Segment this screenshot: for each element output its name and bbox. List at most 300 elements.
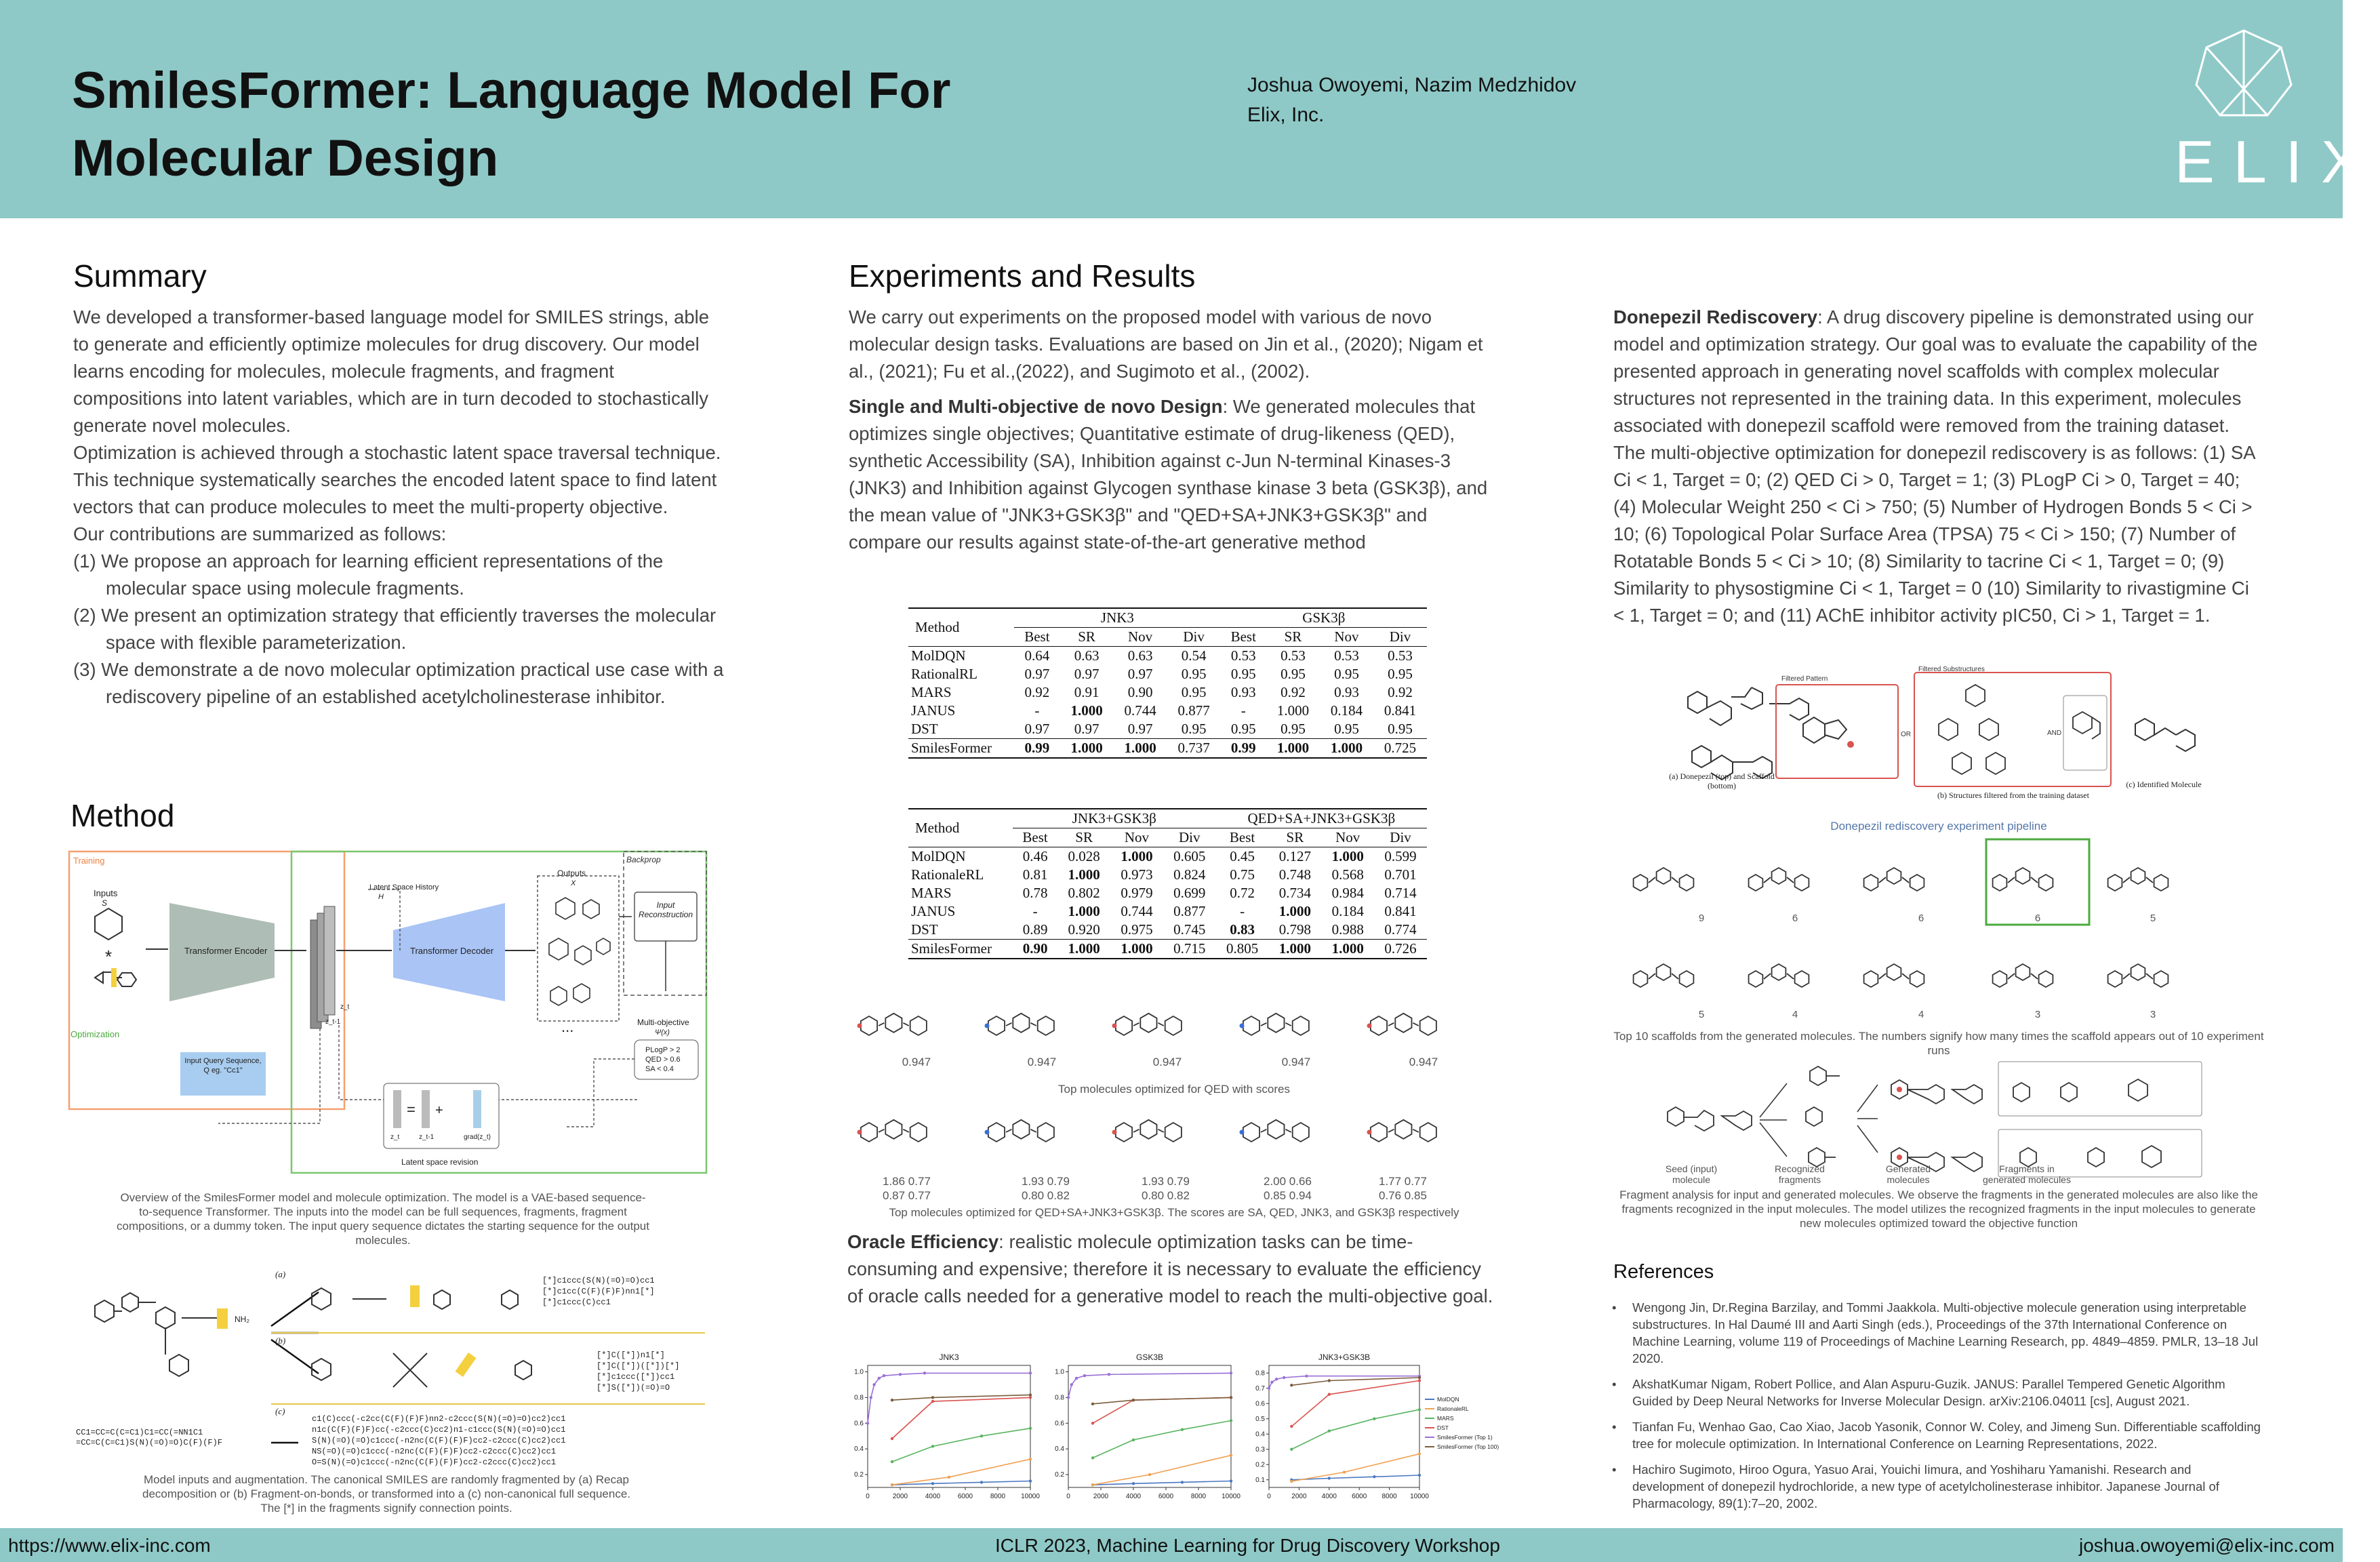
y-tick-label: 0.4 xyxy=(854,1445,864,1454)
reconstruction-label: Input Reconstruction xyxy=(638,900,693,919)
data-point xyxy=(1091,1422,1094,1424)
poster-header xyxy=(0,0,2380,218)
table-value-cell: 1.000 xyxy=(1331,848,1364,864)
table-value-cell: 1.000 xyxy=(1321,940,1374,959)
table-value-cell: 0.95 xyxy=(1230,721,1256,737)
output-molecule-icon xyxy=(556,898,599,919)
table-value-cell: 0.72 xyxy=(1230,885,1255,901)
fragment-label: Seed (input) molecule xyxy=(1665,1163,1718,1185)
data-point xyxy=(1290,1425,1293,1428)
y-tick-label: 0.2 xyxy=(1055,1471,1064,1479)
multi-objective-molecule-icon xyxy=(861,1120,927,1142)
table-value-cell: 0.90 xyxy=(1013,940,1057,959)
smiles-text: [*]C([*])([*])[*] xyxy=(597,1361,680,1371)
table-value-cell: 1.000 xyxy=(1266,739,1320,759)
data-point xyxy=(872,1383,875,1386)
optimization-label: Optimization xyxy=(70,1029,120,1039)
table-value-cell: 0.97 xyxy=(1024,666,1050,682)
y-tick-label: 0.8 xyxy=(1055,1394,1064,1402)
data-point xyxy=(1418,1376,1421,1379)
encoder-label: Transformer Encoder xyxy=(184,946,268,956)
scaffold-caption: Top 10 scaffolds from the generated molecules. The numbers signify how many times the scaffold appears out of 10 experiment runs xyxy=(1613,1030,2264,1057)
filtered-substructures-label: Filtered Substructures xyxy=(1918,666,1985,673)
figure-caption-b: (b) Structures filtered from the training dataset xyxy=(1937,790,2089,800)
fragment-label: Fragments in generated molecules xyxy=(1983,1163,2071,1185)
x-tick-label: 4000 xyxy=(1321,1493,1337,1500)
figure-caption-a: (a) Donepezil (top) and Scaffold (bottom) xyxy=(1669,772,1775,790)
aug-label-c: (c) xyxy=(275,1406,285,1416)
table-row xyxy=(908,683,1427,702)
data-point xyxy=(1283,1376,1285,1379)
table-value-cell: - xyxy=(1241,702,1246,719)
data-point xyxy=(1029,1371,1032,1374)
recognized-fragment-icon xyxy=(1810,1066,1840,1085)
table-value-cell: 0.184 xyxy=(1330,702,1363,719)
x-tick-label: 0 xyxy=(1267,1493,1271,1500)
table-value-cell: 0.91 xyxy=(1074,684,1100,700)
smiles-text: O=S(N)(=O)c1ccc(-n2nc(C(F)(F)F)cc2-c2ccc(C)cc2)cc1 xyxy=(312,1458,557,1467)
y-tick-label: 0.4 xyxy=(1255,1430,1265,1439)
fragment-caption: Fragment analysis for input and generated molecules. We observe the fragments in the generated molecules are also like the fragments recognized in the input molecules. The model utilizes the recognized fragments in the input molecules to generate new molecules optimized toward the objective function xyxy=(1619,1188,2258,1230)
table-method-cell: JANUS xyxy=(911,903,956,919)
table-value-cell: 0.745 xyxy=(1173,921,1206,938)
multiobjective-symbol: Ψ(x) xyxy=(655,1028,670,1037)
table-value-cell: 0.81 xyxy=(1022,866,1048,883)
data-point xyxy=(980,1481,983,1483)
data-point xyxy=(931,1396,934,1399)
output-molecule-icon xyxy=(549,938,610,965)
y-tick-label: 0.1 xyxy=(1255,1476,1265,1484)
scaffold-molecule-icon xyxy=(1634,964,1694,987)
table-value-cell: 0.97 xyxy=(1074,721,1100,737)
qed-score-row xyxy=(849,1055,1499,1075)
website-link[interactable]: https://www.elix-inc.com xyxy=(8,1535,211,1556)
table-header-group: GSK3β xyxy=(1221,608,1427,628)
table-method-cell: MARS xyxy=(911,885,952,901)
table-value-cell: 0.93 xyxy=(1334,684,1359,700)
table-method-cell: DST xyxy=(911,921,938,938)
table-value-cell: 0.568 xyxy=(1331,866,1364,883)
x-tick-label: 10000 xyxy=(1222,1493,1241,1500)
data-point xyxy=(1108,1373,1110,1376)
table-row xyxy=(908,720,1427,739)
multi-score-line: 0.80 0.82 xyxy=(1022,1189,1070,1202)
reference-item: • AkshatKumar Nigam, Robert Pollice, and Alan Aspuru-Guzik. JANUS: Parallel Tempered Genetic Algorithm Guided by Deep Neural Networks for Inverse Molecular Design. arXiv:2106.04011 [cs], August 2021. xyxy=(1612,1376,2263,1409)
data-point xyxy=(1083,1374,1086,1377)
table-value-cell: 0.63 xyxy=(1074,647,1100,664)
data-point xyxy=(1029,1396,1032,1399)
multi-objective-molecule-icon xyxy=(1116,1120,1182,1142)
qed-score: 0.947 xyxy=(1152,1056,1182,1068)
data-point xyxy=(923,1371,926,1374)
data-point xyxy=(870,1396,872,1399)
multi-objective-molecule-icon xyxy=(988,1120,1054,1142)
latent-z-t1: z_t-1 xyxy=(325,1018,341,1026)
data-point xyxy=(1029,1458,1032,1460)
table-method-cell: MolDQN xyxy=(911,848,966,864)
multi-caption: Top molecules optimized for QED+SA+JNK3+GSK3β. The scores are SA, QED, JNK3, and GSK3β respectively xyxy=(889,1206,1459,1219)
data-point xyxy=(899,1373,902,1376)
outputs-label: Outputs xyxy=(557,868,586,878)
table-row xyxy=(908,921,1427,940)
scaffold-molecule-icon xyxy=(1993,964,2053,987)
table-row xyxy=(908,647,1427,666)
experiments-heading: Experiments and Results xyxy=(849,258,1196,294)
table-header-group: QED+SA+JNK3+GSK3β xyxy=(1216,809,1427,828)
smiles-text: [*]c1ccc([*])cc1 xyxy=(597,1372,675,1382)
heteroatom-marker xyxy=(985,1130,990,1135)
table-col-header: SR xyxy=(1284,628,1302,645)
smiles-text: [*]c1ccc(C)cc1 xyxy=(542,1298,611,1307)
chart-jnk3 xyxy=(841,1348,1040,1510)
table-value-cell: 0.605 xyxy=(1173,848,1206,864)
scaffold-count: 6 xyxy=(1792,913,1798,924)
table-value-cell: 0.748 xyxy=(1278,866,1312,883)
data-point xyxy=(866,1422,869,1424)
table-row xyxy=(908,702,1427,720)
recognized-fragment-icon xyxy=(1806,1107,1822,1126)
scaffold-molecule-icon xyxy=(2108,964,2169,987)
table-col-header: Best xyxy=(1024,628,1050,645)
outputs-symbol: X xyxy=(571,879,576,887)
output-molecule-icon xyxy=(550,984,590,1005)
table-header-group: JNK3 xyxy=(1014,608,1220,628)
decoder-label: Transformer Decoder xyxy=(410,946,494,956)
data-point xyxy=(1075,1377,1078,1380)
table-value-cell: 0.95 xyxy=(1280,721,1306,737)
table-col-header: Nov xyxy=(1334,628,1359,645)
scaffold-count: 6 xyxy=(2034,913,2041,924)
summary-paragraph-3: Our contributions are summarized as follows: xyxy=(73,523,447,544)
figure-caption-c: (c) Identified Molecule xyxy=(2126,780,2202,789)
data-point xyxy=(1418,1474,1421,1477)
table-value-cell: 0.53 xyxy=(1280,647,1306,664)
table-row xyxy=(908,866,1427,884)
data-point xyxy=(1029,1427,1032,1430)
data-point xyxy=(1328,1393,1331,1396)
y-tick-label: 1.0 xyxy=(854,1368,864,1376)
data-point xyxy=(948,1476,950,1479)
data-point xyxy=(1343,1470,1346,1473)
table-value-cell: 0.988 xyxy=(1331,921,1364,938)
legend-label: MARS xyxy=(1437,1415,1454,1422)
table-value-cell: 0.714 xyxy=(1384,885,1417,901)
method-architecture-diagram xyxy=(68,849,708,1174)
reference-item: • Tianfan Fu, Wenhao Gao, Cao Xiao, Jacob Yasonik, Connor W. Coley, and Jimeng Sun. Differentiable scaffolding tree for molecule optimization. In International Conference on Learning Representations, 2022. xyxy=(1612,1418,2263,1452)
qed-molecule-icon xyxy=(1243,1014,1309,1035)
x-tick-label: 8000 xyxy=(1190,1493,1207,1500)
table-value-cell: 0.54 xyxy=(1181,647,1207,664)
table-value-cell: 0.824 xyxy=(1173,866,1206,883)
table-value-cell: 0.53 xyxy=(1230,647,1256,664)
table-value-cell: 0.95 xyxy=(1230,666,1256,682)
summary-heading: Summary xyxy=(73,258,207,294)
data-point xyxy=(1270,1381,1273,1384)
data-point xyxy=(980,1435,983,1437)
qed-score: 0.947 xyxy=(902,1056,931,1068)
y-tick-label: 1.0 xyxy=(1055,1368,1064,1376)
x-tick-label: 0 xyxy=(866,1493,870,1500)
table-value-cell: 0.802 xyxy=(1068,885,1100,901)
svg-text:=: = xyxy=(407,1101,416,1118)
x-tick-label: 6000 xyxy=(957,1493,973,1500)
table-value-cell: - xyxy=(1032,903,1038,919)
table-value-cell: 0.95 xyxy=(1181,666,1207,682)
table-value-cell: 0.877 xyxy=(1177,702,1210,719)
title-line-2: Molecular Design xyxy=(72,129,499,187)
table-value-cell: 0.75 xyxy=(1230,866,1255,883)
table-value-cell: 0.63 xyxy=(1127,647,1153,664)
generated-fragments-box xyxy=(1998,1062,2202,1116)
legend-label: RationaleRL xyxy=(1437,1405,1469,1412)
x-tick-label: 2000 xyxy=(892,1493,908,1500)
table-value-cell: 0.979 xyxy=(1121,885,1153,901)
y-tick-label: 0.3 xyxy=(1255,1445,1265,1454)
scaffold-count: 5 xyxy=(1698,1009,1705,1020)
table-value-cell: 1.000 xyxy=(1060,739,1114,759)
table-value-cell: 0.78 xyxy=(1022,885,1048,901)
table-value-cell: 1.000 xyxy=(1068,866,1100,883)
aug-label-a: (a) xyxy=(275,1269,286,1279)
data-point xyxy=(1305,1375,1308,1378)
multi-score-line: 1.93 0.79 xyxy=(1142,1175,1190,1188)
table-method-cell: SmilesFormer xyxy=(908,739,1014,759)
table-value-cell: 0.95 xyxy=(1280,666,1306,682)
qed-caption: Top molecules optimized for QED with scores xyxy=(1057,1083,1291,1096)
table-value-cell: 0.64 xyxy=(1024,647,1050,664)
table-value-cell: 0.95 xyxy=(1334,721,1359,737)
author-block xyxy=(1247,71,1576,130)
table-value-cell: 0.725 xyxy=(1373,739,1427,759)
donepezil-molecule-icon xyxy=(1688,687,1809,725)
data-point xyxy=(1230,1454,1232,1456)
summary-paragraph-2: Optimization is achieved through a stochastic latent space traversal technique. This technique systematically searches the encoded latent space to find latent vectors that can produce molecules to meet the multi-property objective. xyxy=(73,442,721,517)
poster-footer xyxy=(0,1528,2343,1562)
fragment-label: Recognized fragments xyxy=(1775,1163,1825,1185)
x-tick-label: 6000 xyxy=(1158,1493,1174,1500)
data-point xyxy=(1132,1399,1135,1401)
criteria-text: PLogP > 2 xyxy=(645,1046,681,1054)
summary-body xyxy=(73,304,724,710)
smiles-text: [*]S([*])(=O)=O xyxy=(597,1383,670,1393)
x-tick-label: 2000 xyxy=(1291,1493,1307,1500)
multi-score-line: 2.00 0.66 xyxy=(1264,1175,1312,1188)
table-value-cell: 0.984 xyxy=(1331,885,1364,901)
results-table-1 xyxy=(908,607,1427,759)
table-value-cell: 1.000 xyxy=(1278,903,1312,919)
data-point xyxy=(1290,1384,1293,1386)
scaffold-molecule-icon xyxy=(1749,868,1809,891)
authors: Joshua Owoyemi, Nazim Medzhidov xyxy=(1247,74,1577,96)
table-value-cell: 0.92 xyxy=(1388,684,1413,700)
data-point xyxy=(1181,1428,1184,1431)
asterisk-icon: * xyxy=(105,946,113,967)
table-method-cell: RationaleRL xyxy=(911,866,984,883)
revision-zt: z_t xyxy=(390,1134,400,1141)
oracle-efficiency-text xyxy=(847,1228,1498,1310)
table-method-cell: SmilesFormer xyxy=(908,940,1013,959)
data-point xyxy=(891,1460,893,1463)
data-point xyxy=(931,1482,934,1485)
generated-molecule-icon xyxy=(1891,1080,1982,1104)
smiles-text: [*]c1cc(C(F)(F)F)nn1[*] xyxy=(542,1287,655,1296)
table-col-header: Best xyxy=(1022,829,1048,845)
scaffold-count: 4 xyxy=(1918,1009,1924,1020)
reference-item: • Wengong Jin, Dr.Regina Barzilay, and Tommi Jaakkola. Multi-objective molecule generation using interpretable substructures. In Hal Daumé III and Aarti Singh (eds.), Proceedings of the 37th International Conference on Machine Learning, volume 119 of Proceedings of Machine Learning Research, pp. 4849–4859. PMLR, 13–18 Jul 2020. xyxy=(1612,1299,2263,1367)
data-point xyxy=(1373,1475,1375,1478)
x-tick-label: 2000 xyxy=(1093,1493,1109,1500)
data-point xyxy=(1328,1430,1331,1433)
latent-space-label: Latent Space History xyxy=(369,883,439,892)
table-value-cell: 0.93 xyxy=(1230,684,1256,700)
contribution-item: (1) We propose an approach for learning efficient representations of the molecular space using molecule fragments. xyxy=(73,550,664,599)
table-value-cell: 1.000 xyxy=(1276,702,1310,719)
references-list xyxy=(1612,1299,2263,1521)
bond-fragment-icon xyxy=(312,1353,531,1387)
sulfonyl-highlight-icon xyxy=(111,968,117,987)
table-value-cell: 1.000 xyxy=(1114,739,1167,759)
revision-zt1: z_t-1 xyxy=(419,1134,435,1141)
y-tick-label: 0.2 xyxy=(1255,1461,1265,1469)
x-tick-label: 6000 xyxy=(1352,1493,1367,1500)
contribution-item: (3) We demonstrate a de novo molecular optimization practical use case with a rediscovery pipeline of an established acetylcholinesterase inhibitor. xyxy=(73,659,724,707)
filtered-pattern-label: Filtered Pattern xyxy=(1781,675,1828,683)
seed-molecule-icon xyxy=(1668,1107,1752,1131)
legend-label: DST xyxy=(1437,1424,1449,1431)
table-header-method: Method xyxy=(908,608,1014,647)
multi-objective-molecules-strip xyxy=(849,1098,1499,1180)
outputs-ellipsis: ... xyxy=(561,1018,574,1035)
data-point xyxy=(1132,1439,1135,1441)
table-row-ours xyxy=(908,739,1427,759)
criteria-text: SA < 0.4 xyxy=(645,1065,674,1073)
data-point xyxy=(1230,1371,1232,1374)
legend-label: MolDQN xyxy=(1437,1396,1459,1403)
multi-score-line: 0.85 0.94 xyxy=(1264,1189,1312,1202)
data-point xyxy=(1418,1452,1421,1455)
multi-score-line: 1.86 0.77 xyxy=(883,1175,931,1188)
data-point xyxy=(1029,1393,1032,1396)
data-point xyxy=(931,1400,934,1403)
table-value-cell: 0.744 xyxy=(1121,903,1153,919)
table-value-cell: 0.798 xyxy=(1278,921,1312,938)
elix-logo-text: ELIX xyxy=(2175,128,2380,195)
filtered-substructures-box xyxy=(1914,673,2111,786)
x-tick-label: 0 xyxy=(1066,1493,1070,1500)
y-tick-label: 0.4 xyxy=(1055,1445,1064,1454)
table-value-cell: 0.53 xyxy=(1334,647,1359,664)
table-value-cell: - xyxy=(1240,903,1245,919)
augmentation-figure xyxy=(68,1265,708,1489)
multi-score-line: 1.77 0.77 xyxy=(1379,1175,1427,1188)
table-header-group: JNK3+GSK3β xyxy=(1013,809,1216,828)
data-point xyxy=(1290,1448,1293,1451)
heteroatom-marker xyxy=(858,1024,862,1028)
multi-score xyxy=(1264,1174,1338,1203)
multiobjective-label: Multi-objective xyxy=(637,1018,689,1027)
qed-molecule-icon xyxy=(1116,1014,1182,1035)
data-point xyxy=(1091,1456,1094,1459)
method-heading: Method xyxy=(70,798,175,833)
data-point xyxy=(1268,1387,1270,1390)
table-row xyxy=(908,665,1427,683)
multi-score xyxy=(1379,1174,1453,1203)
y-tick-label: 0.6 xyxy=(854,1420,864,1428)
data-point xyxy=(891,1437,893,1440)
revision-grad: grad(z_t) xyxy=(464,1134,491,1141)
table-value-cell: 0.83 xyxy=(1230,921,1255,938)
data-point xyxy=(891,1399,893,1401)
venue-text: ICLR 2023, Machine Learning for Drug Discovery Workshop xyxy=(995,1535,1500,1556)
input-smiles-text: CC1=CC=C(C=C1)C1=CC(=NN1C1 =CC=C(C=C1)S(N)(=O)=O)C(F)(F)F xyxy=(76,1428,223,1447)
heteroatom-marker xyxy=(1240,1130,1245,1135)
data-point xyxy=(1148,1473,1151,1476)
table-value-cell: 0.715 xyxy=(1163,940,1216,959)
table-value-cell: 0.45 xyxy=(1230,848,1255,864)
table-row xyxy=(908,884,1427,902)
filtered-pattern-box xyxy=(1776,685,1898,778)
single-multi-body: : We generated molecules that optimizes single objectives; Quantitative estimate of drug-likeness (QED), synthetic Accessibility (SA), Inhibition against c-Jun N-terminal Kinases-3 (JNK3) and Inhibition against Glycogen synthase kinase 3 beta (GSK3β), and the mean value of "JNK3+GSK3β" and "QED+SA+JNK3+GSK3β" and compare our results against state-of-the-art generative method xyxy=(849,396,1488,553)
heteroatom-marker xyxy=(985,1024,990,1028)
qed-score: 0.947 xyxy=(1281,1056,1311,1068)
table-col-header: SR xyxy=(1075,829,1093,845)
table-value-cell: 1.000 xyxy=(1057,940,1110,959)
data-point xyxy=(1132,1482,1135,1485)
chart-gsk3b xyxy=(1041,1348,1241,1510)
oracle-body: : realistic molecule optimization tasks can be time-consuming and expensive; therefore it is necessary to evaluate the efficiency of oracle calls needed for a generative model to reach the multi-objective goal. xyxy=(847,1231,1493,1306)
data-point xyxy=(1181,1481,1184,1483)
scaffold-count: 6 xyxy=(1918,913,1924,924)
scaffold-count: 4 xyxy=(1792,1009,1798,1020)
scaffold-count: 5 xyxy=(2150,913,2156,924)
data-point xyxy=(1373,1418,1375,1420)
table-value-cell: 0.92 xyxy=(1024,684,1050,700)
smiles-text: c1(C)ccc(-c2cc(C(F)(F)F)nn2-c2ccc(S(N)(=O)=O)cc2)cc1 xyxy=(312,1414,566,1424)
x-tick-label: 10000 xyxy=(1021,1493,1040,1500)
y-tick-label: 0.8 xyxy=(1255,1369,1265,1378)
table-value-cell: 0.99 xyxy=(1014,739,1060,759)
identified-molecule-icon xyxy=(2135,719,2195,751)
email-link[interactable]: joshua.owoyemi@elix-inc.com xyxy=(2078,1535,2335,1556)
latent-space-symbol: H xyxy=(378,893,384,901)
latent-z-t: z_t xyxy=(340,1003,350,1011)
legend-label: SmilesFormer (Top 100) xyxy=(1437,1443,1499,1450)
table-value-cell: 0.97 xyxy=(1127,666,1153,682)
table-value-cell: 0.99 xyxy=(1221,739,1266,759)
table-value-cell: 1.000 xyxy=(1121,848,1153,864)
table-method-cell: DST xyxy=(911,721,938,737)
affiliation: Elix, Inc. xyxy=(1247,104,1325,126)
table-value-cell: 0.774 xyxy=(1384,921,1417,938)
inputs-symbol: S xyxy=(102,898,108,908)
table-value-cell: 0.95 xyxy=(1388,666,1413,682)
chart-title: GSK3B xyxy=(1135,1353,1164,1362)
scaffold-molecule-icon xyxy=(1634,868,1694,891)
x-tick-label: 4000 xyxy=(1125,1493,1142,1500)
multi-score-line: 1.93 0.79 xyxy=(1022,1175,1070,1188)
table-value-cell: 0.97 xyxy=(1024,721,1050,737)
table-col-header: Best xyxy=(1229,829,1255,845)
fragment-label-row xyxy=(1654,1163,2210,1186)
table-col-header: SR xyxy=(1078,628,1095,645)
scaffold-molecule-icon xyxy=(1993,868,2053,891)
pipeline-caption: Donepezil rediscovery experiment pipeline xyxy=(1830,820,2047,833)
legend-label: SmilesFormer (Top 1) xyxy=(1437,1434,1493,1441)
single-multi-objective-text xyxy=(849,393,1499,556)
table-value-cell: 0.599 xyxy=(1384,848,1417,864)
data-point xyxy=(1328,1477,1331,1479)
table-value-cell: 0.92 xyxy=(1280,684,1306,700)
